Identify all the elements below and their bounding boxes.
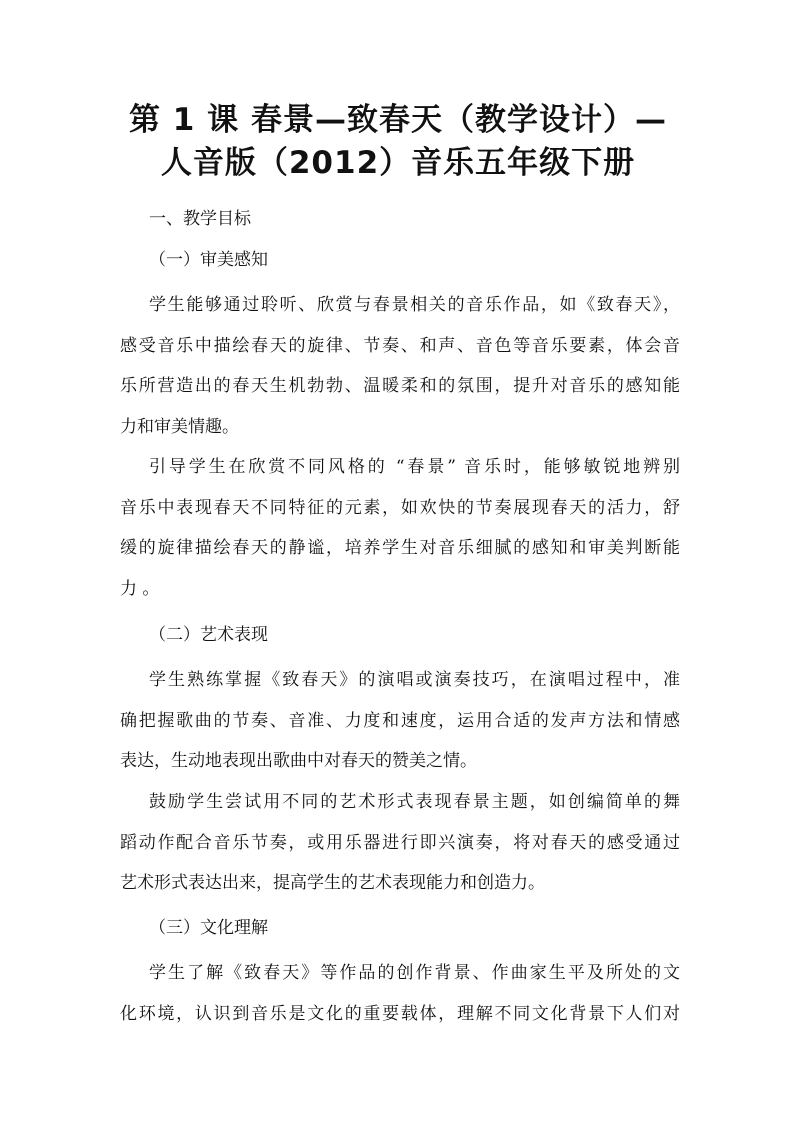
document-title-line-2: 人音版（2012）音乐五年级下册 — [160, 145, 636, 181]
paragraph-aesthetic-1 — [120, 285, 680, 447]
paragraph-line: 音乐中表现春天不同特征的元素，如欢快的节奏展现春天的活力，舒 — [120, 497, 680, 518]
section-heading-teaching-goals: 一、教学目标 — [149, 209, 251, 229]
subsection-heading-artistic-expression: （二）艺术表现 — [149, 625, 268, 645]
paragraph-line: 力 。 — [120, 578, 160, 599]
paragraph-line: 学生了解《致春天》等作品的创作背景、作曲家生平及所处的文 — [149, 963, 680, 983]
paragraph-line: 引导学生在欣赏不同风格的 “春景” 音乐时，能够敏锐地辨别 — [149, 457, 680, 477]
paragraph-line: 确把握歌曲的节奏、音准、力度和速度，运用合适的发声方法和情感 — [120, 710, 680, 731]
paragraph-line: 乐所营造出的春天生机勃勃、温暖柔和的氛围，提升对音乐的感知能 — [120, 376, 680, 396]
paragraph-aesthetic-2 — [120, 447, 680, 609]
paragraph-line: 学生熟练掌握《致春天》的演唱或演奏技巧，在演唱过程中，准 — [149, 670, 680, 690]
paragraph-line: 学生能够通过聆听、欣赏与春景相关的音乐作品，如《致春天》， — [149, 295, 680, 315]
subsection-heading-aesthetic-perception: （一）审美感知 — [149, 250, 268, 270]
paragraph-line: 感受音乐中描绘春天的旋律、节奏、和声、音色等音乐要素，体会音 — [120, 335, 680, 356]
paragraph-artistic-1 — [120, 660, 680, 782]
paragraph-line: 缓的旋律描绘春天的静谧，培养学生对音乐细腻的感知和审美判断能 — [120, 538, 680, 558]
paragraph-line: 力和审美情趣。 — [120, 416, 239, 437]
paragraph-line: 化环境，认识到音乐是文化的重要载体，理解不同文化背景下人们对 — [120, 1003, 680, 1024]
paragraph-artistic-2 — [120, 782, 680, 904]
document-title-line-1: 第 1 课 春景—致春天（教学设计）— — [129, 102, 667, 138]
paragraph-line: 蹈动作配合音乐节奏，或用乐器进行即兴演奏，将对春天的感受通过 — [120, 832, 680, 853]
paragraph-cultural-1 — [120, 953, 680, 1034]
paragraph-line: 鼓励学生尝试用不同的艺术形式表现春景主题，如创编简单的舞 — [149, 792, 680, 812]
subsection-heading-cultural-understanding: （三）文化理解 — [149, 918, 268, 938]
paragraph-line: 表达，生动地表现出歌曲中对春天的赞美之情。 — [120, 751, 477, 771]
paragraph-line: 艺术形式表达出来，提高学生的艺术表现能力和创造力。 — [120, 873, 545, 893]
